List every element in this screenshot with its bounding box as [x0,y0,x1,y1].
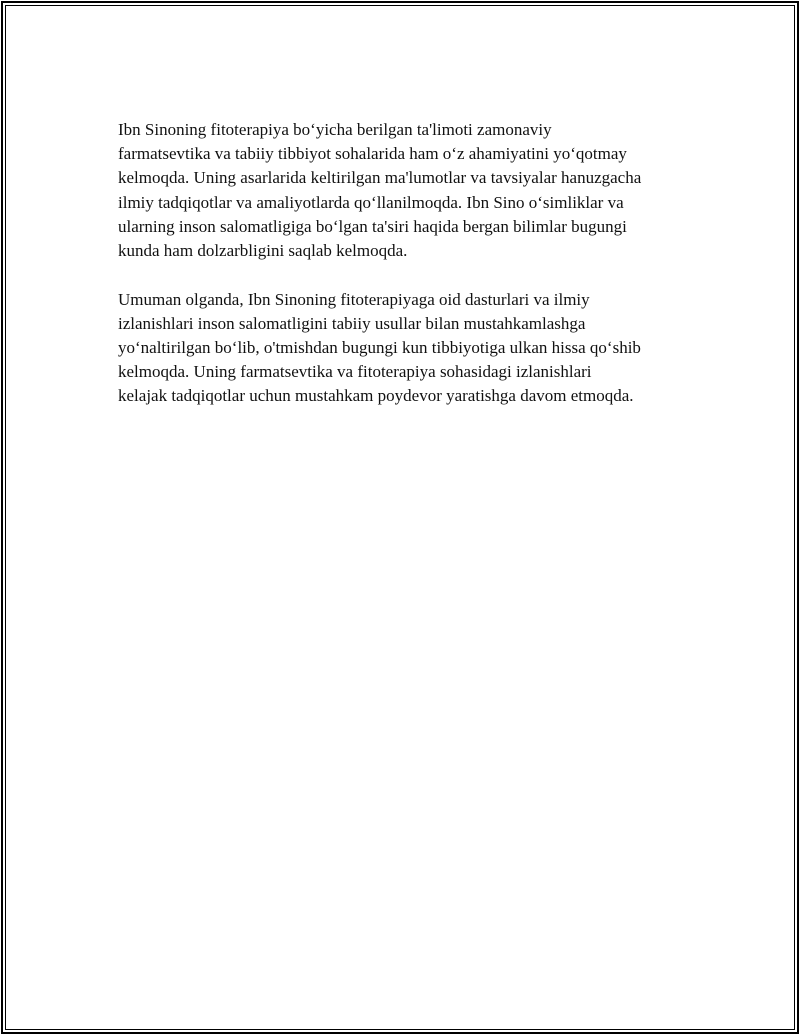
paragraph-2 [118,288,688,409]
text-line: Ibn Sinoning fitoterapiya bo‘yicha berilgan ta'limoti zamonaviy [118,120,552,139]
text-line: izlanishlari inson salomatligini tabiiy usullar bilan mustahkamlashga [118,313,586,333]
text-line: Umuman olganda, Ibn Sinoning fitoterapiyaga oid dasturlari va ilmiy [118,289,590,309]
text-line: kunda ham dolzarbligini saqlab kelmoqda. [118,241,408,261]
paragraph-1 [118,118,688,263]
text-line: yo‘naltirilgan bo‘lib, o'tmishdan bugungi kun tibbiyotiga ulkan hissa qo‘shib [118,338,641,358]
text-line: farmatsevtika va tabiiy tibbiyot sohalarida ham o‘z ahamiyatini yo‘qotmay [118,144,627,164]
text-line: ularning inson salomatligiga bo‘lgan ta'siri haqida bergan bilimlar bugungi [118,216,627,236]
text-line: kelajak tadqiqotlar uchun mustahkam poydevor yaratishga davom etmoqda. [118,386,634,406]
text-line: kelmoqda. Uning farmatsevtika va fitoterapiya sohasidagi izlanishlari [118,362,592,382]
document-body [118,118,688,433]
text-line: kelmoqda. Uning asarlarida keltirilgan ma'lumotlar va tavsiyalar hanuzgacha [118,168,642,188]
text-line: ilmiy tadqiqotlar va amaliyotlarda qo‘llanilmoqda. Ibn Sino o‘simliklar va [118,192,624,212]
